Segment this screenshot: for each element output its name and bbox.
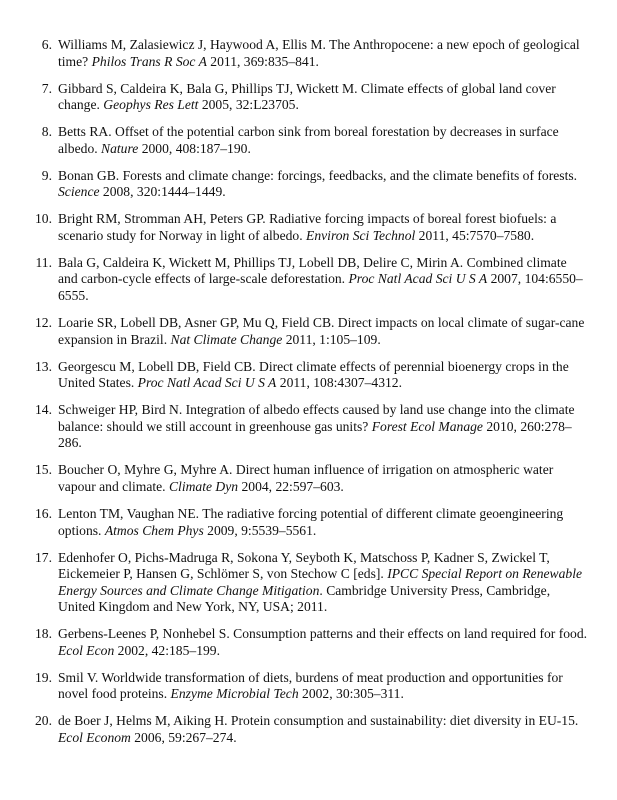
reference-text: Bonan GB. Forests and climate change: forcings, feedbacks, and the climate benefits of forests. Science 2008, 320:1444–1449. [58, 167, 578, 200]
reference-text: Betts RA. Offset of the potential carbon sink from boreal forestation by decreases in surface albedo. Nature 2000, 408:187–190. [58, 124, 559, 156]
reference-number: 8. [41, 124, 52, 140]
reference-text: Georgescu M, Lobell DB, Field CB. Direct climate effects of perennial bioenergy crops in the United States. Proc Natl Acad Sci U S A 2011, 108:4307–4312. [58, 358, 569, 391]
reference-item [0, 713, 617, 746]
reference-number: 13. [35, 358, 52, 374]
reference-item [0, 550, 617, 616]
reference-item [0, 462, 617, 495]
reference-list [0, 37, 617, 757]
journal-name: Nat Climate Change [170, 331, 283, 347]
journal-name: Philos Trans R Soc A [91, 53, 207, 69]
journal-name: Climate Dyn [168, 478, 239, 494]
reference-number: 15. [35, 462, 52, 478]
reference-item [0, 359, 617, 392]
reference-text: Williams M, Zalasiewicz J, Haywood A, Ellis M. The Anthropocene: a new epoch of geological time? Philos Trans R Soc A 2011, 369:835–841. [58, 37, 580, 69]
reference-item [0, 506, 617, 539]
reference-item [0, 255, 617, 305]
reference-number: 19. [35, 669, 52, 685]
reference-number: 18. [35, 626, 52, 642]
reference-item [0, 124, 617, 157]
journal-name: Enzyme Microbial Tech [170, 686, 299, 702]
reference-item [0, 37, 617, 70]
reference-number: 10. [35, 211, 52, 227]
reference-text: Loarie SR, Lobell DB, Asner GP, Mu Q, Field CB. Direct impacts on local climate of sugar-cane expansion in Brazil. Nat Climate Change 2011, 1:105–109. [58, 315, 585, 347]
journal-name: Forest Ecol Manage [371, 418, 483, 434]
journal-name: Proc Natl Acad Sci U S A [137, 375, 277, 391]
reference-text: de Boer J, Helms M, Aiking H. Protein consumption and sustainability: diet diversity in EU-15. Ecol Econom 2006, 59:267–274. [58, 713, 579, 746]
reference-text: Bala G, Caldeira K, Wickett M, Phillips TJ, Lobell DB, Delire C, Mirin A. Combined climate and carbon-cycle effects of large-scale deforestation. Proc Natl Acad Sci U S A 2007, 104:6550–6555. [58, 254, 583, 304]
reference-number: 17. [35, 549, 52, 565]
reference-number: 14. [35, 402, 52, 418]
journal-name: Proc Natl Acad Sci U S A [348, 271, 488, 287]
journal-name: Ecol Econom [58, 730, 131, 746]
reference-item [0, 670, 617, 703]
reference-number: 16. [35, 505, 52, 521]
reference-text: Edenhofer O, Pichs-Madruga R, Sokona Y, Seyboth K, Matschoss P, Kadner S, Zwickel T, Eickemeier P, Hansen G, Schlömer S, von Stechow C [eds]. IPCC Special Report on Renewable Energy Sources and Climate Change Mitigation. Cambridge University Press, Cambridge, United Kingdom and New York, NY, USA; 2011. [58, 549, 583, 615]
reference-item [0, 315, 617, 348]
reference-text: Lenton TM, Vaughan NE. The radiative forcing potential of different climate geoengineering options. Atmos Chem Phys 2009, 9:5539–5561. [58, 505, 564, 538]
reference-number: 7. [41, 80, 52, 96]
journal-name: Environ Sci Technol [306, 227, 416, 243]
reference-item [0, 402, 617, 452]
reference-number: 20. [35, 713, 52, 729]
reference-text: Gerbens-Leenes P, Nonhebel S. Consumption patterns and their effects on land required for food. Ecol Econ 2002, 42:185–199. [58, 626, 588, 658]
journal-name: Science [58, 184, 100, 200]
journal-name: Ecol Econ [58, 642, 115, 658]
reference-number: 9. [41, 167, 52, 183]
reference-number: 11. [35, 254, 52, 270]
reference-item [0, 211, 617, 244]
journal-name: IPCC Special Report on Renewable Energy Sources and Climate Change Mitigation [58, 566, 583, 598]
journal-name: Atmos Chem Phys [104, 522, 204, 538]
reference-text: Boucher O, Myhre G, Myhre A. Direct human influence of irrigation on atmospheric water vapour and climate. Climate Dyn 2004, 22:597–603. [58, 462, 554, 494]
journal-name: Geophys Res Lett [103, 97, 199, 113]
reference-text: Bright RM, Stromman AH, Peters GP. Radiative forcing impacts of boreal forest biofuels: a scenario study for Norway in light of albedo. Environ Sci Technol 2011, 45:7570–7580. [58, 211, 557, 243]
journal-name: Nature [101, 140, 139, 156]
reference-number: 12. [35, 315, 52, 331]
reference-item [0, 81, 617, 114]
reference-item [0, 168, 617, 201]
reference-text: Smil V. Worldwide transformation of diets, burdens of meat production and opportunities for novel food proteins. Enzyme Microbial Tech 2002, 30:305–311. [58, 669, 563, 702]
reference-item [0, 626, 617, 659]
reference-text: Gibbard S, Caldeira K, Bala G, Phillips TJ, Wickett M. Climate effects of global land cover change. Geophys Res Lett 2005, 32:L23705. [58, 80, 556, 113]
reference-number: 6. [41, 37, 52, 52]
reference-text: Schweiger HP, Bird N. Integration of albedo effects caused by land use change into the climate balance: should we still account in greenhouse gas units? Forest Ecol Manage 2010, 260:278–286. [58, 402, 575, 451]
